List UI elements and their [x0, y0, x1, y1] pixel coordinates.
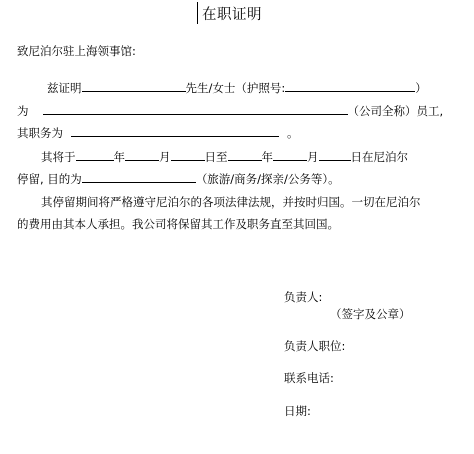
day-end-label: 日在尼泊尔: [350, 150, 408, 164]
purpose-line: [17, 171, 340, 186]
start-year-blank[interactable]: [76, 149, 114, 161]
position-blank[interactable]: [71, 125, 279, 137]
date-range-line: [17, 149, 408, 164]
position-prefix: 其职务为: [17, 126, 63, 140]
company-suffix: （公司全称）员工,: [347, 104, 444, 118]
certify-prefix: 兹证明: [47, 81, 82, 95]
certify-line: [17, 80, 427, 95]
certify-mid: 先生/女士（护照号:: [185, 81, 286, 95]
document-title: 在职证明: [202, 7, 262, 23]
month-label: 月: [159, 150, 171, 164]
passport-blank[interactable]: [285, 80, 415, 92]
responsible-position-label: 负责人职位:: [284, 339, 346, 353]
start-month-blank[interactable]: [125, 149, 159, 161]
company-blank[interactable]: [43, 103, 348, 115]
purpose-prefix: 停留, 目的为: [17, 172, 82, 186]
text-cursor: [197, 2, 198, 24]
addressee: 致尼泊尔驻上海领事馆:: [17, 44, 136, 58]
year2-label: 年: [261, 150, 273, 164]
company-line: [17, 103, 443, 118]
obligation-line-2: 的费用由其本人承担。我公司将保留其工作及职务直至其回国。: [17, 217, 339, 231]
date-prefix: 其将于: [41, 150, 76, 164]
end-day-blank[interactable]: [319, 149, 351, 161]
end-year-blank[interactable]: [228, 149, 262, 161]
month2-label: 月: [307, 150, 319, 164]
purpose-blank[interactable]: [82, 171, 196, 183]
position-line: [17, 125, 299, 140]
position-suffix: 。: [287, 126, 299, 140]
start-day-blank[interactable]: [171, 149, 205, 161]
date-label: 日期:: [284, 404, 311, 418]
sign-note: （签字及公章）: [330, 307, 411, 321]
company-prefix: 为: [17, 104, 29, 118]
end-month-blank[interactable]: [273, 149, 307, 161]
phone-label: 联系电话:: [284, 371, 334, 385]
name-blank[interactable]: [82, 80, 186, 92]
responsible-label: 负责人:: [284, 290, 323, 304]
year-label: 年: [113, 150, 125, 164]
obligation-line-1: 其停留期间将严格遵守尼泊尔的各项法律法规，并按时归国。一切在尼泊尔: [41, 195, 421, 209]
purpose-suffix: （旅游/商务/探亲/公务等）。: [195, 172, 340, 186]
day-to-label: 日至: [204, 150, 228, 164]
certify-suffix: ）: [415, 81, 427, 95]
